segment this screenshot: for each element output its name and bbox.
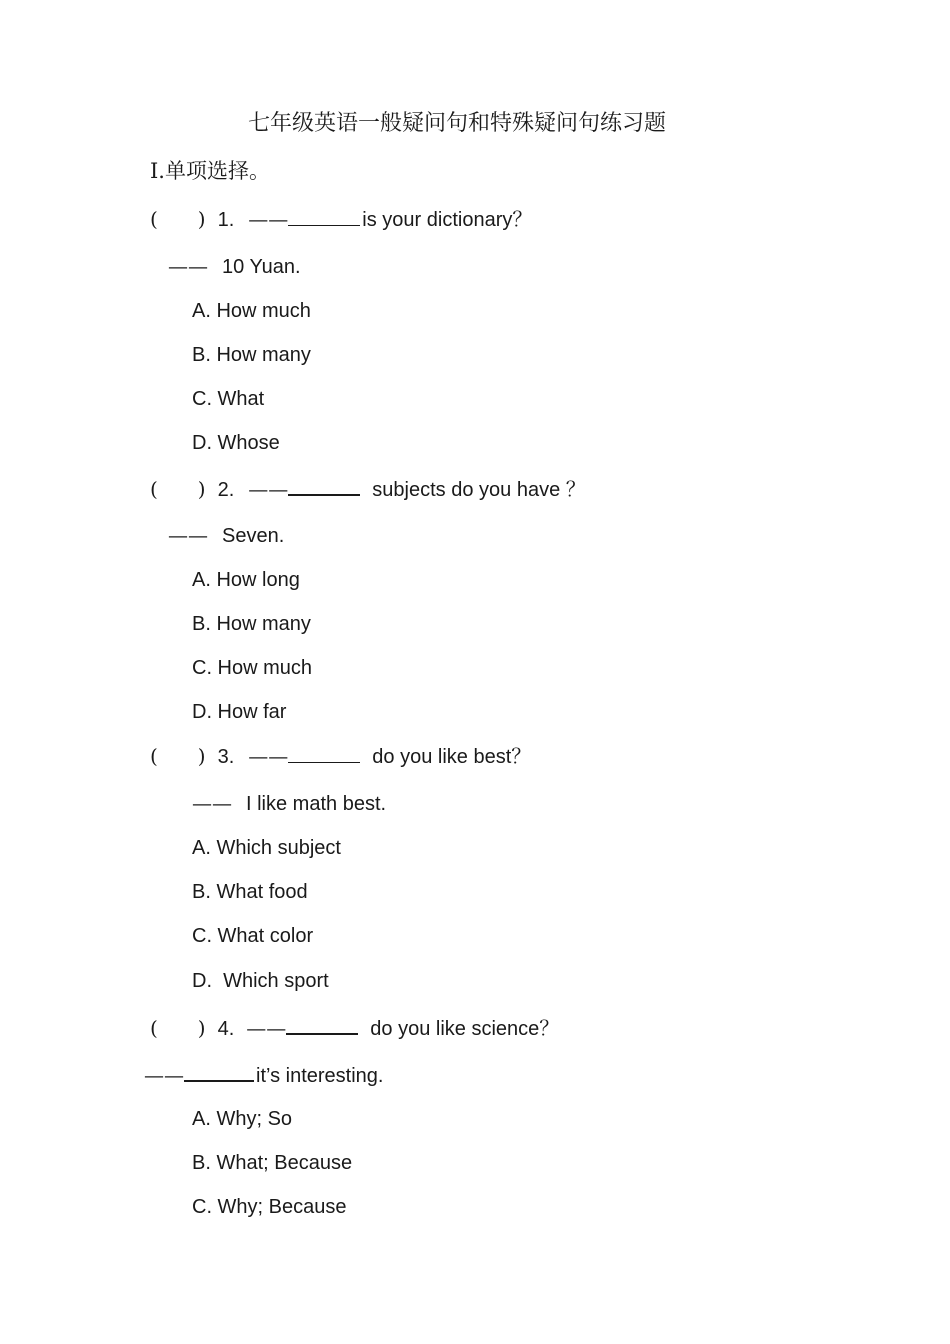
option-1c: C. What	[192, 388, 265, 410]
question-2	[150, 476, 586, 502]
option-4c: C. Why; Because	[192, 1196, 347, 1218]
question-1	[150, 207, 532, 232]
option-3d: D. Which sport	[192, 970, 329, 992]
dash: ——	[144, 1063, 184, 1087]
fill-blank	[288, 744, 360, 763]
page-title: 七年级英语一般疑问句和特殊疑问句练习题	[248, 111, 667, 136]
option-1a: A. How much	[192, 300, 311, 322]
option-4a: A. Why; So	[192, 1108, 293, 1130]
option-2b: B. How many	[192, 613, 311, 635]
fill-blank	[184, 1062, 254, 1082]
dash: ——	[246, 1016, 287, 1040]
answer-paren: ( )	[150, 1016, 206, 1040]
dash: ——	[248, 207, 289, 231]
answer-paren: ( )	[150, 207, 206, 231]
question-text: do you like best？	[372, 746, 532, 768]
question-number: 4.	[217, 1018, 235, 1040]
dash: ——	[192, 791, 232, 815]
dash: ——	[248, 477, 289, 501]
question-4	[150, 1015, 559, 1041]
answer-text: Seven.	[222, 525, 285, 547]
fill-blank	[288, 476, 360, 496]
question-number: 3.	[217, 746, 235, 768]
dash: ——	[168, 254, 208, 278]
fill-blank	[286, 1015, 358, 1035]
question-number: 1.	[217, 209, 235, 231]
option-2d: D. How far	[192, 701, 287, 723]
option-3b: B. What food	[192, 881, 308, 903]
question-text: subjects do you have ？	[372, 479, 586, 501]
answer-line-3	[192, 791, 386, 816]
answer-line-2	[168, 523, 284, 548]
answer-paren: ( )	[150, 744, 206, 768]
option-3c: C. What color	[192, 925, 314, 947]
answer-text: it’s interesting.	[256, 1065, 384, 1087]
question-3	[150, 744, 531, 769]
answer-line-4	[144, 1062, 383, 1088]
dash: ——	[168, 523, 208, 547]
question-text: do you like science？	[370, 1018, 560, 1040]
fill-blank	[288, 207, 360, 226]
question-text: is your dictionary？	[362, 209, 533, 231]
answer-paren: ( )	[150, 477, 206, 501]
option-1d: D. Whose	[192, 432, 280, 454]
option-3a: A. Which subject	[192, 837, 341, 859]
question-number: 2.	[217, 479, 235, 501]
answer-line-1	[168, 254, 301, 279]
answer-text: 10 Yuan.	[222, 256, 301, 278]
option-1b: B. How many	[192, 344, 311, 366]
section-heading: Ⅰ.单项选择。	[150, 159, 270, 183]
option-4b: B. What; Because	[192, 1152, 353, 1174]
option-2c: C. How much	[192, 657, 313, 679]
option-2a: A. How long	[192, 569, 300, 591]
answer-text: I like math best.	[246, 793, 387, 815]
dash: ——	[248, 744, 289, 768]
